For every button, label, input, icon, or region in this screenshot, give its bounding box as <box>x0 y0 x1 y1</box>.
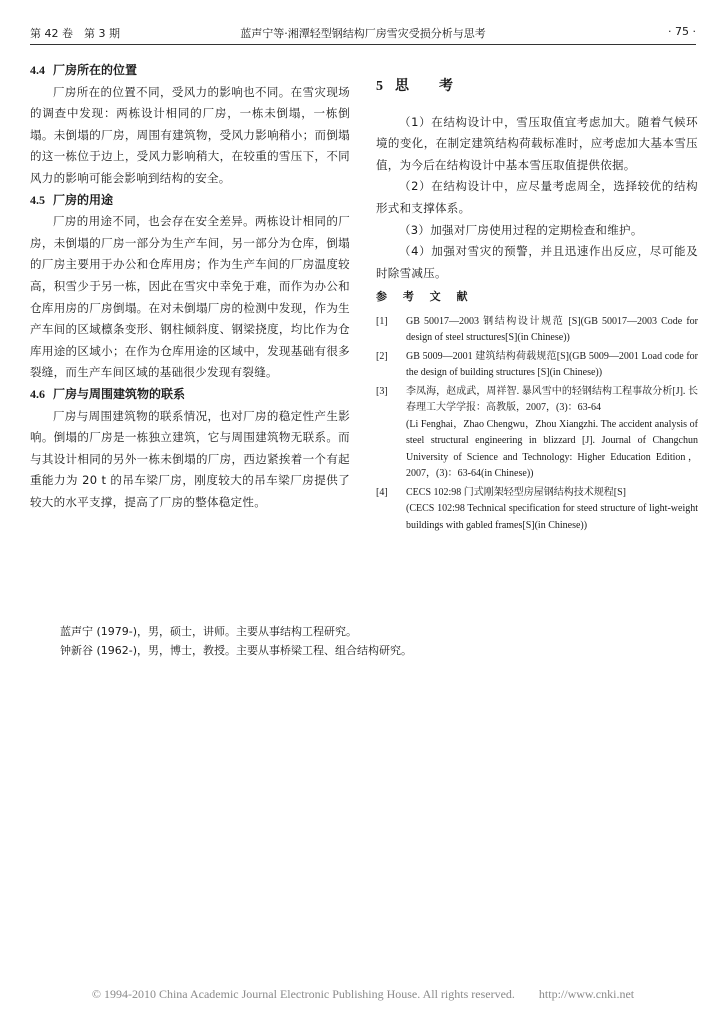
paragraph: （1）在结构设计中，雪压取值宜考虑加大。随着气候环境的变化，在制定建筑结构荷载标准时，应考虑加大基本雪压值，为今后在结构设计中基本雪压取值提供依据。 <box>376 114 698 172</box>
copyright-footer: © 1994-2010 China Academic Journal Electronic Publishing House. All rights reserved. http://www.cnki.net <box>91 987 635 1001</box>
reference-item: [1] GB 50017—2003 钢结构设计规范 [S](GB 50017—2003 Code for design of steel structures[S](in Chinese)) <box>376 315 698 344</box>
section-heading-4-4: 4.4 厂房所在的位置 <box>30 63 138 77</box>
paragraph: （3）加强对厂房使用过程的定期检查和维护。 <box>399 222 643 237</box>
paragraph: （2）在结构设计中，应尽量考虑周全，选择较优的结构形式和支撑体系。 <box>376 179 698 215</box>
running-title: 蓝声宁等·湘潭轻型钢结构厂房雪灾受损分析与思考 <box>240 27 486 40</box>
section-heading-4-5: 4.5 厂房的用途 <box>30 192 114 207</box>
paragraph: 厂房所在的位置不同，受风力的影响也不同。在雪灾现场的调查中发现：两栋设计相同的厂房，一栋未倒塌，一栋倒塌。未倒塌的厂房，周围有建筑物，受风力影响稍小；而倒塌的这一栋位于边上，受风力影响稍大，在较重的雪压下，不同风力的影响可能会影响到结构的安全。 <box>30 84 350 185</box>
references-title: 参 考 文 献 <box>376 290 474 304</box>
left-column <box>30 60 350 513</box>
page-header <box>30 22 696 44</box>
paragraph: 厂房的用途不同，也会存在安全差异。两栋设计相同的厂房，未倒塌的厂房一部分为生产车间，另一部分为仓库，倒塌的厂房主要用于办公和仓库用房；作为生产车间的厂房温度较高，积雪少于另一栋，因此在雪灾中幸免于难，而作为办公和仓库用房的厂房倒塌。在对未倒塌厂房的检测中发现，作为生产车间的区域檩条变形、钢柱倾斜度、钢梁挠度，均比作为仓库用途的区域小；在作为仓库用途的区域中，发现基础有很多裂缝，而生产车间区域的基础很少发现有裂缝。 <box>30 214 350 380</box>
author-note: 蓝声宁 (1979-)，男，硕士，讲师。主要从事结构工程研究。 <box>60 625 358 638</box>
reference-item: [4] CECS 102:98 门式刚架轻型房屋钢结构技术规程[S] (CECS 102:98 Technical specification for steed structure of light-weight buildings with gabled frames[S](in Chinese)) <box>376 486 698 531</box>
journal-issue: 第 42 卷 第 3 期 <box>30 27 120 40</box>
author-note: 钟新谷 (1962-)，男，博士，教授。主要从事桥梁工程、组合结构研究。 <box>60 644 413 657</box>
header-rule <box>30 44 696 45</box>
right-column <box>376 60 698 536</box>
section-heading-5: 5 思考 <box>376 78 483 94</box>
section-heading-4-6: 4.6 厂房与周围建筑物的联系 <box>30 386 186 401</box>
page-number: · 75 · <box>668 25 696 38</box>
paragraph: 厂房与周围建筑物的联系情况，也对厂房的稳定性产生影响。倒塌的厂房是一栋独立建筑，它与周围建筑物无联系。而与其设计相同的另外一栋未倒塌的厂房，西边紧挨着一个有起重能力为 20 t 的吊车梁厂房，刚度较大的吊车梁厂房提供了较大的水平支撑，提高了厂房的整体稳定性。 <box>30 408 350 509</box>
author-notes <box>60 622 412 660</box>
reference-item: [2] GB 5009—2001 建筑结构荷载规范[S](GB 5009—2001 Load code for the design of building structures [S](in Chinese)) <box>376 350 698 379</box>
reference-item: [3] 李凤海，赵成武，周祥智. 暴风雪中的轻钢结构工程事故分析[J]. 长春理工大学学报：高教版，2007，(3)：63-64 (Li Fenghai，Zhao Chengwu，Zhou Xiangzhi. The accident analysis of steel structural engineering in blizzard [J]. Journal of Changchun University of Science and Technology: Higher Education Edition，2007，(3)：63-64(in Chinese)) <box>376 385 698 480</box>
paragraph: （4）加强对雪灾的预警，并且迅速作出反应，尽可能及时除雪减压。 <box>376 244 698 280</box>
